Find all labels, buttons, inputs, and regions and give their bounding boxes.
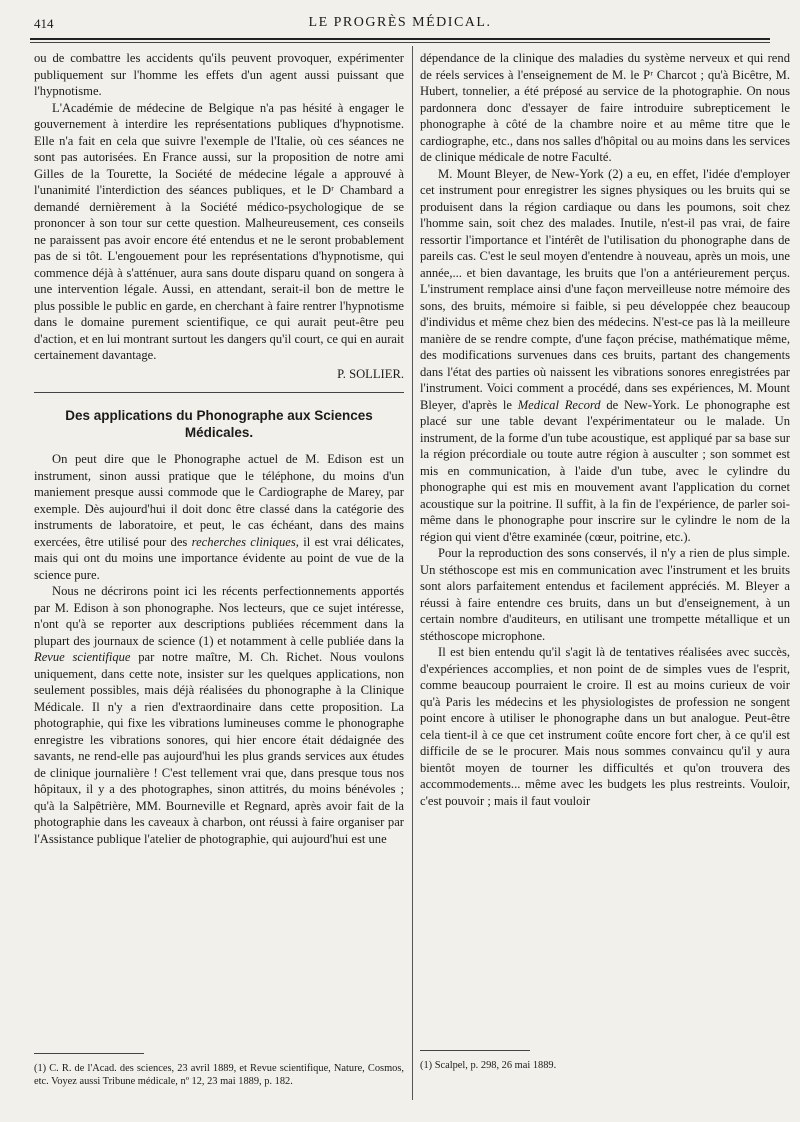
paragraph: dépendance de la clinique des maladies du système nerveux et qui rend de réels services à l'enseignement de M. le Pʳ Charcot ; qu'à Bicêtre, M. Hubert, tonnelier, a été préposé au service de la photographie. On nous pardonnera donc d'essayer de faire introduire subrepticement le phonographe à côté de la chambre noire et au même titre que le cardiographe, etc., dans nos salles d'hôpital ou au moins dans les services de clinique médicale de notre Faculté. <box>420 51 790 164</box>
footnote-block <box>420 1050 790 1072</box>
paragraph: Il est bien entendu qu'il s'agit là de tentatives réalisées avec succès, d'expériences accomplies, et non point de de simples vues de l'esprit, comme beaucoup pourraient le croire. Il est au moins curieux de voir qu'à Paris les médecins et les physiologistes de profession ne songent point encore à utiliser le phonographe dans un but analogue. Peut-être cela tient-il à ce que cet instrument coûte encore fort cher, à ce qu'il est difficile de se le procurer. Mais nous sommes convaincu qu'il y aura bientôt moyen de tourner les difficultés et qu'on trouvera des accommodements... même avec les budgets les plus restreints. Vouloir, c'est pouvoir ; mais il faut vouloir <box>420 645 790 808</box>
paragraph: ou de combattre les accidents qu'ils peuvent provoquer, expérimenter publiquement sur l'homme les effets d'un agent aussi puissant que l'hypnotisme. <box>34 51 404 98</box>
footnote-block <box>34 1053 404 1088</box>
paragraph: Nous ne décrirons point ici les récents perfectionnements apportés par M. Edison à son phonographe. Nos lecteurs, que ce sujet intéresse, n'ont qu'à se reporter aux descriptions publiées récemment dans la plupart des journaux de science (1) et notamment à celle publiée dans la Revue scientifique par notre maître, M. Ch. Richet. Nous voulons uniquement, dans cette note, insister sur les quelques applications, non seulement possibles, mais déjà réalisées du phonographe à la Clinique Médicale. Il n'y a rien d'extraordinaire dans cette proposition. La photographie, qui fixe les vibrations lumineuses comme le phonographe enregistre les vibrations sonores, qui hier encore était dédaignée des savants, ne rend-elle pas aujourd'hui les plus grands services aux études de clinique journalière ! C'est tellement vrai que, dans presque tous nos hôpitaux, il y a des photographes, sinon attitrés, du moins bénévoles ; qu'à la Salpêtrière, MM. Bourneville et Regnard, après avoir fait de la photographie dans les caveaux à charbon, ont réussi à faire organiser par l'Assistance publique l'atelier de photographie, qui aujourd'hui est une <box>34 584 404 846</box>
emphasis: Medical Record <box>517 397 601 412</box>
paragraph: M. Mount Bleyer, de New-York (2) a eu, en effet, l'idée d'employer cet instrument pour enregistrer les signes physiques ou les bruits qui se produisent dans la région cardiaque ou dans les poumons, soit chez l'homme sain, soit chez des malades. Inutile, n'est-il pas vrai, de faire ressortir l'importance et l'intérêt de l'utilisation du phonographe dans de pareils cas. C'est le seul moyen d'entendre à nouveau, après un mois, une année,... et bien davantage, les bruits que l'on a antérieurement perçus. L'instrument remplace ainsi d'une façon merveilleuse notre mémoire des sons, des bruits, mémoire si faible, si peu développée chez beaucoup d'individus et même chez bien des médecins. N'est-ce pas là la meilleure manière de se rendre compte, d'une façon précise, mathématique même, des modifications survenues dans ces bruits, partant des changements dans l'état des parties où naissent les vibrations sonores enregistrées par l'instrument. Voici comment a procédé, dans ses expériences, M. Mount Bleyer, d'après le Medical Record de New-York. Le phonographe est placé sur une table devant l'expérimentateur ou le malade. Un instrument, de la forme d'un tube acoustique, est appliqué par sa base sur la région précordiale ou toute autre région à ausculter ; son sommet est mis en communication, à l'aide d'un tube, avec le cylindre du phonographe qui est mis en mouvement avant l'application du cornet acoustique sur la poitrine. Il suffit, à la fin de l'expérience, de parler soi-même dans le phonographe pour inscrire sur le cylindre le nom de la région qui vient d'être examinée (cœur, poitrine, etc.). <box>420 166 790 544</box>
paragraph: On peut dire que le Phonographe actuel de M. Edison est un instrument, sinon aussi pratique que le téléphone, du moins d'un maniement presque aussi commode que le Cardiographe de Marey, par exemple. Dès aujourd'hui il doit donc être classé dans la catégorie des instruments de laboratoire, et peut, le cas échéant, dans des mains exercées, être utilisé pour des recherches cliniques, il est vrai délicates, mais qui ont du moins une importance évidente au point de vue de la science pure. <box>34 452 404 582</box>
emphasis: Revue scientifique <box>34 650 131 664</box>
column-divider <box>412 46 413 1100</box>
section-title: Des applications du Phonographe aux Sciences Médicales. <box>65 408 373 440</box>
journal-title: LE PROGRÈS MÉDICAL. <box>308 15 492 30</box>
author-signature: P. SOLLIER. <box>337 366 404 381</box>
paragraph: L'Académie de médecine de Belgique n'a pas hésité à engager le gouvernement à interdire les représentations publiques d'hypnotisme. Elle n'a fait en cela que suivre l'exemple de l'Italie, où ces séances ne sont pas autorisées. En France aussi, sur la proposition de notre ami Gilles de la Tourette, la Société de médecine légale a approuvé à l'unanimité l'interdiction des séances publiques, et le Dʳ Chambard a demandé dernièrement à la Société médico-psychologique de se prononcer à son tour sur cette question. Malheureusement, ces conseils ne paraissent pas avoir encore été entendus et ne le seront probablement pas de si tôt. L'engouement pour les représentations d'hypnotisme, qui commence déjà à s'atténuer, aura sans doute disparu quand on songera à une intervention légale. Aussi, en attendant, serait-il bon de mettre le plus possible le public en garde, en cherchant à faire rentrer l'hypnotisme dans le domaine purement scientifique, ce qui aurait peut-être peu d'action, et en lui montrant surtout les dangers qu'il court, ce qui en aurait certainement davantage. <box>34 100 405 362</box>
footnote-rule <box>34 1053 144 1054</box>
page-header <box>30 14 770 36</box>
right-column <box>420 50 790 1071</box>
paragraph: Pour la reproduction des sons conservés, il n'y a rien de plus simple. Un stéthoscope est mis en communication avec l'instrument et les bruits sont alors parfaitement entendus et facilement appréciés. M. Bleyer a réussi à faire entendre ces bruits, dans un but d'enseignement, à un certain nombre d'auditeurs, en utilisant une trompette métallique et un stéthoscope microphone. <box>420 546 790 643</box>
page-number: 414 <box>34 16 54 31</box>
left-column <box>34 50 405 1087</box>
section-separator <box>34 392 404 393</box>
emphasis: recherches cliniques <box>191 534 296 549</box>
footnote: (1) C. R. de l'Acad. des sciences, 23 avril 1889, et Revue scientifique, Nature, Cosmos, etc. Voyez aussi Tribune médicale, nº 12, 23 mai 1889, p. 182. <box>34 1063 404 1087</box>
header-rule <box>30 38 770 40</box>
footnote: (1) Scalpel, p. 298, 26 mai 1889. <box>420 1060 557 1071</box>
header-rule-thin <box>30 42 770 43</box>
footnote-rule <box>420 1050 530 1051</box>
